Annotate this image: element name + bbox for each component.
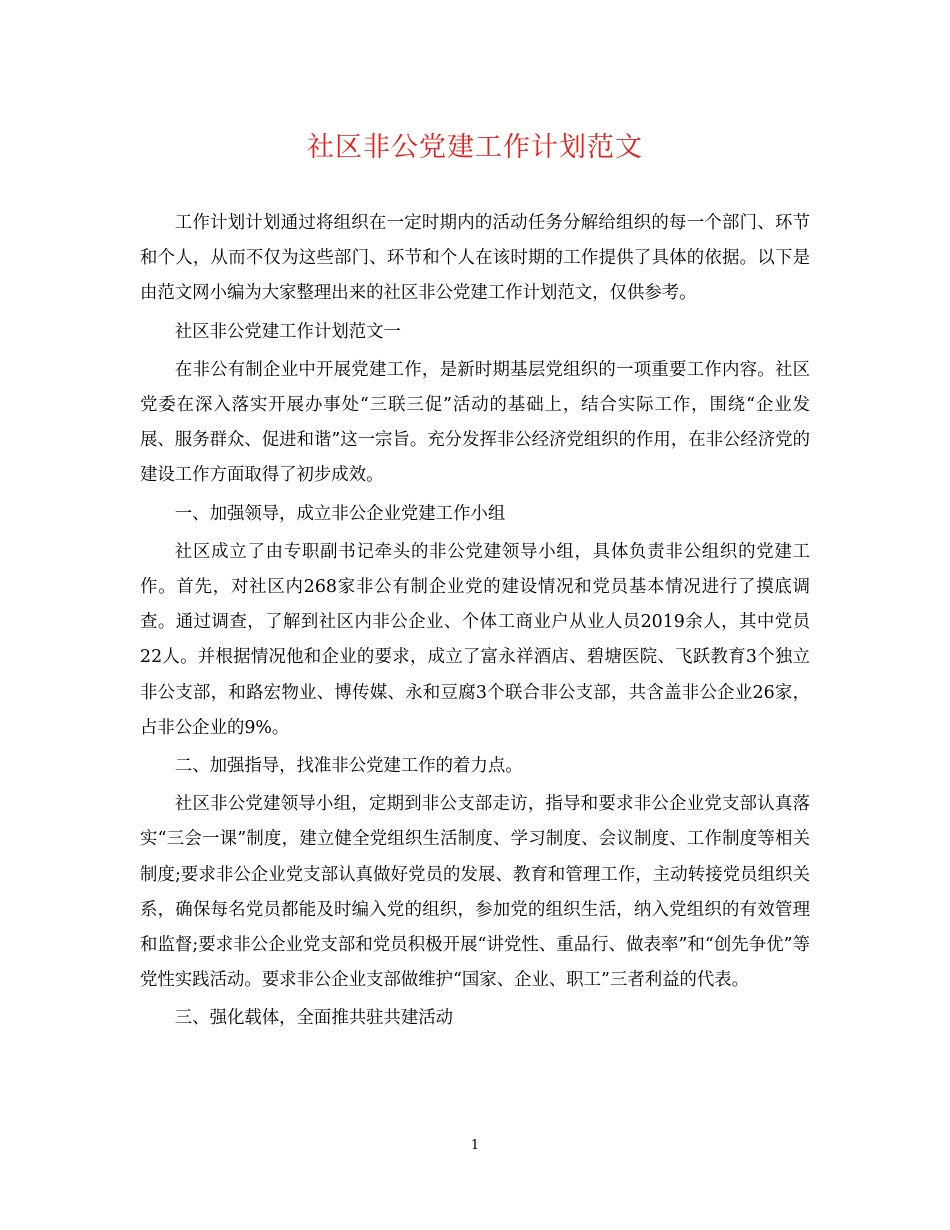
page-number: 1 — [470, 1138, 480, 1153]
intro-paragraph: 工作计划计划通过将组织在一定时期内的活动任务分解给组织的每一个部门、环节和个人，从而不仅为这些部门、环节和个人在该时期的工作提供了具体的依据。以下是由范文网小编为大家整理出来的社区非公党建工作计划范文，仅供参考。 — [140, 213, 810, 304]
document-body — [140, 206, 810, 1040]
section-heading-three: 三、强化载体，全面推共驻共建活动 — [174, 1008, 454, 1029]
section-heading-one: 一、加强领导，成立非公企业党建工作小组 — [174, 503, 506, 524]
body-paragraph: 社区非公党建领导小组，定期到非公支部走访，指导和要求非公企业党支部认真落实“三会一课”制度，建立健全党组织生活制度、学习制度、会议制度、工作制度等相关制度;要求非公企业党支部认真做好党员的发展、教育和管理工作，主动转接党员组织关系，确保每名党员都能及时编入党的组织，参加党的组织生活，纳入党组织的有效管理和监督;要求非公企业党支部和党员积极开展“讲党性、重品行、做表率”和“创先争优”等党性实践活动。要求非公企业支部做维护“国家、企业、职工”三者利益的代表。 — [140, 794, 810, 991]
section-heading-sample-one: 社区非公党建工作计划范文一 — [174, 321, 401, 342]
section-heading-two: 二、加强指导，找准非公党建工作的着力点。 — [174, 756, 523, 777]
document-title: 社区非公党建工作计划范文 — [307, 132, 643, 163]
body-paragraph: 社区成立了由专职副书记牵头的非公党建领导小组，具体负责非公组织的党建工作。首先，对社区内268家非公有制企业党的建设情况和党员基本情况进行了摸底调查。通过调查，了解到社区内非公企业、个体工商业户从业人员2019余人，其中党员22人。并根据情况他和企业的要求，成立了富永祥酒店、碧塘医院、飞跃教育3个独立非公支部，和路宏物业、博传媒、永和豆腐3个联合非公支部，共含盖非公企业26家，占非公企业的9%。 — [140, 541, 810, 738]
body-paragraph: 在非公有制企业中开展党建工作，是新时期基层党组织的一项重要工作内容。社区党委在深入落实开展办事处“三联三促”活动的基础上，结合实际工作，围绕“企业发展、服务群众、促进和谐”这一宗旨。充分发挥非公经济党组织的作用，在非公经济党的建设工作方面取得了初步成效。 — [140, 359, 810, 486]
